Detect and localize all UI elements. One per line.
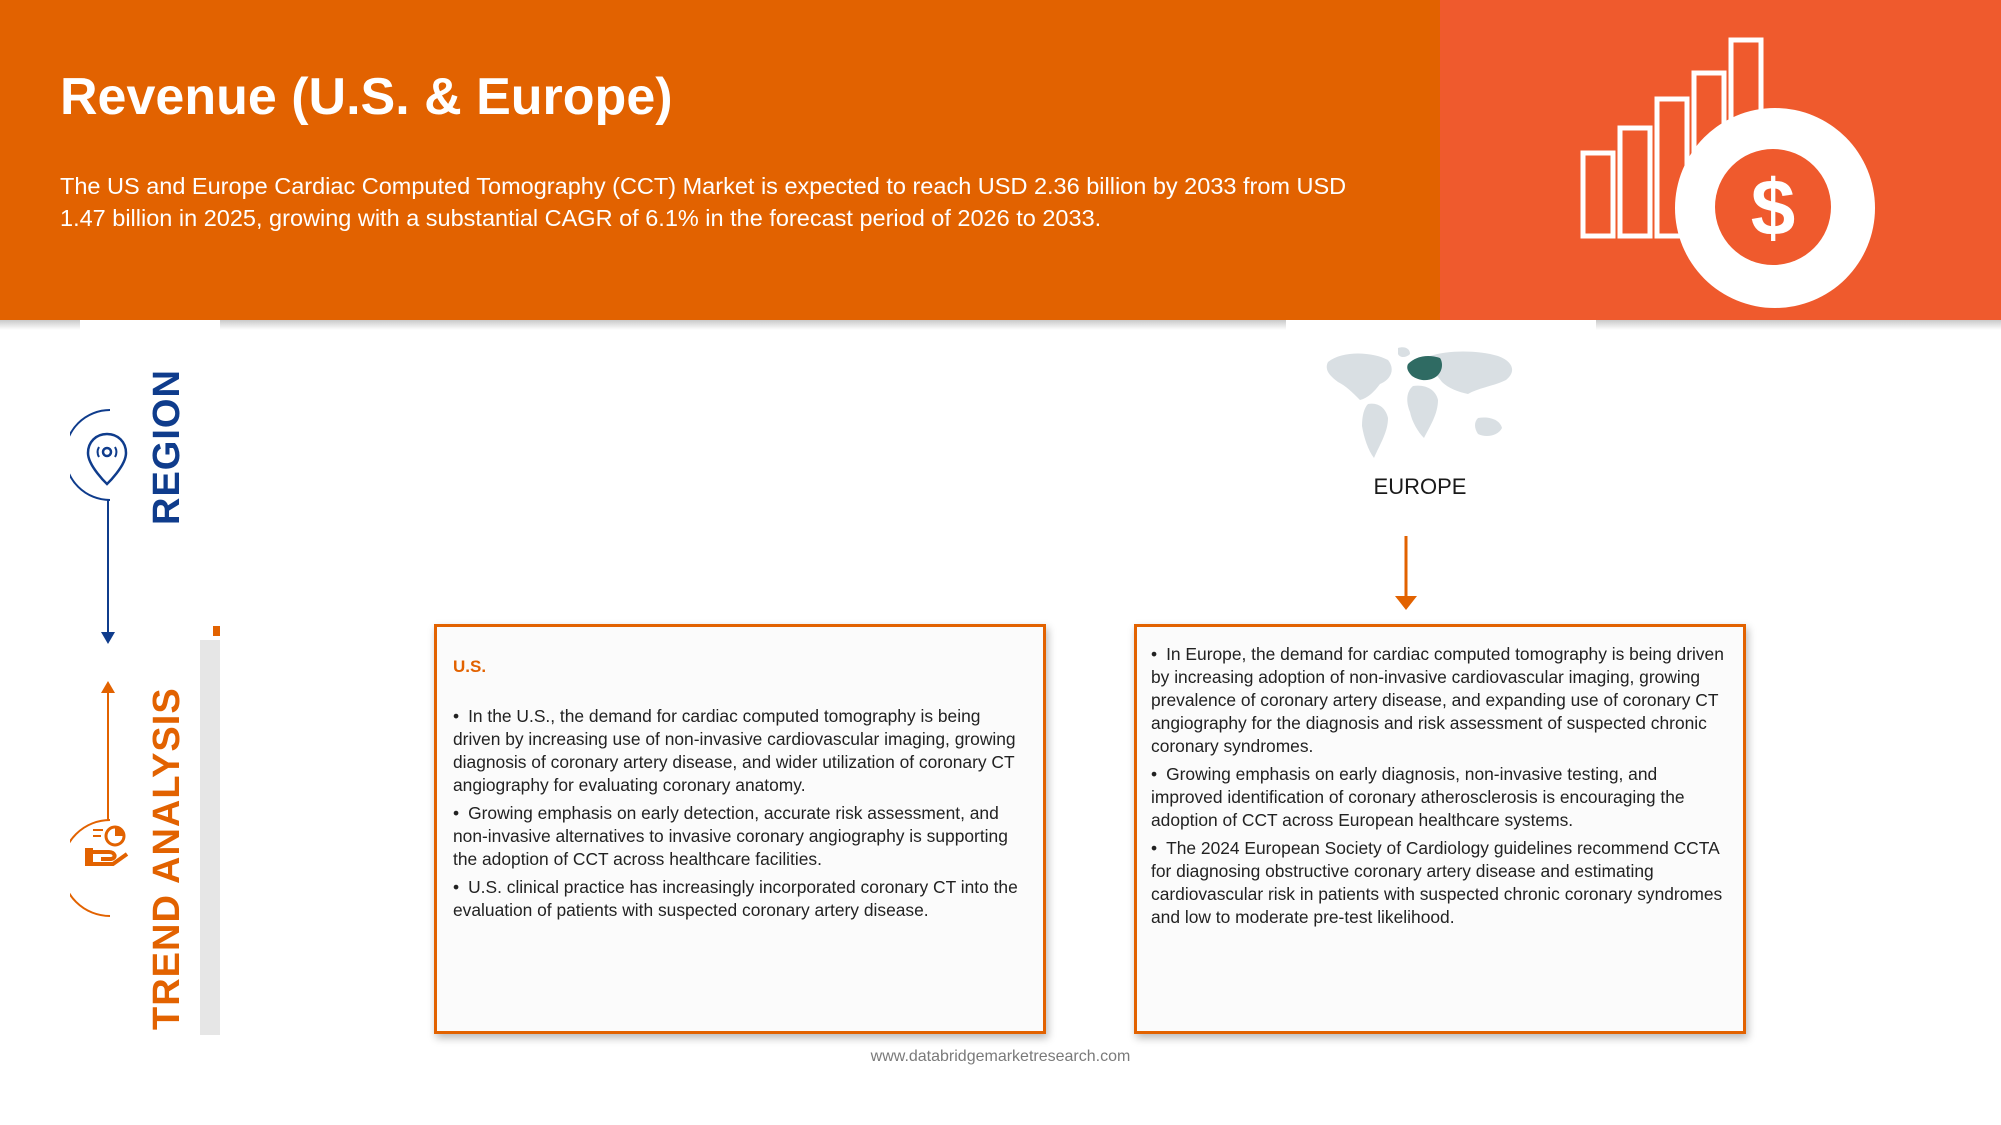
- divider-strip: [200, 640, 220, 1035]
- region-label: REGION: [146, 369, 188, 525]
- us-bullet-3: • U.S. clinical practice has increasingly incorporated coronary CT into the evaluation of patients with suspected coronary artery disease.: [453, 877, 1018, 920]
- eu-bullet-3: • The 2024 European Society of Cardiology guidelines recommend CCTA for diagnosing obstructive coronary artery disease and estimating cardiovascular risk in patients with suspected chronic coronary syndromes and low to moderate pre-test likelihood.: [1151, 838, 1723, 927]
- world-map-europe-highlight-icon: [1318, 342, 1528, 464]
- location-pin-icon: [84, 430, 130, 490]
- eu-bullet-2: • Growing emphasis on early diagnosis, non-invasive testing, and improved identification of coronary atherosclerosis is encouraging the adoption of CCT across European healthcare systems.: [1151, 764, 1685, 830]
- accent-mark: [213, 626, 220, 636]
- page-subtitle: The US and Europe Cardiac Computed Tomography (CCT) Market is expected to reach USD 2.36 billion by 2033 from USD 1.47 billion in 2025, growing with a substantial CAGR of 6.1% in the forecast period of 2026 to 2033.: [60, 173, 1347, 231]
- header-shadow: [0, 320, 2001, 330]
- us-bullet-2-text: Growing emphasis on early detection, accurate risk assessment, and non-invasive alternatives to invasive coronary angiography is supporting the adoption of CCT across healthcare facilities.: [453, 803, 1008, 869]
- us-bullet-3-text: U.S. clinical practice has increasingly incorporated coronary CT into the evaluation of patients with suspected coronary artery disease.: [453, 877, 1018, 920]
- us-trend-card: [434, 624, 1046, 1034]
- eu-bullet-2-text: Growing emphasis on early diagnosis, non-invasive testing, and improved identification of coronary atherosclerosis is encouraging the adoption of CCT across European healthcare systems.: [1151, 764, 1685, 830]
- us-bullet-2: • Growing emphasis on early detection, accurate risk assessment, and non-invasive alternatives to invasive coronary angiography is supporting the adoption of CCT across healthcare facilities.: [453, 803, 1008, 869]
- footer-url[interactable]: www.databridgemarketresearch.com: [870, 1048, 1131, 1065]
- trend-analysis-label: TREND ANALYSIS: [146, 687, 188, 1030]
- white-tab-right: [1286, 320, 1596, 336]
- white-tab-left: [80, 320, 220, 336]
- analysis-hand-icon: [83, 822, 133, 872]
- us-bullet-1-text: In the U.S., the demand for cardiac computed tomography is being driven by increasing use of non-invasive cardiovascular imaging, growing diagnosis of coronary artery disease, and wider utilization of coronary CT angiography for evaluating coronary anatomy.: [453, 706, 1016, 795]
- eu-bullet-3-text: The 2024 European Society of Cardiology guidelines recommend CCTA for diagnosing obstructive coronary artery disease and estimating cardiovascular risk in patients with suspected chronic coronary syndromes and low to moderate pre-test likelihood.: [1151, 838, 1723, 927]
- europe-label: EUROPE: [1373, 474, 1467, 499]
- eu-bullet-1: • In Europe, the demand for cardiac computed tomography is being driven by increasing adoption of non-invasive cardiovascular imaging, growing prevalence of coronary artery disease, and expanding use of coronary CT angiography for the diagnosis and risk assessment of suspected chronic coronary syndromes.: [1151, 644, 1724, 756]
- revenue-growth-dollar-icon: [1570, 30, 1880, 315]
- svg-text:$: $: [1750, 163, 1796, 252]
- page-title: Revenue (U.S. & Europe): [60, 68, 673, 126]
- us-bullet-1: • In the U.S., the demand for cardiac computed tomography is being driven by increasing use of non-invasive cardiovascular imaging, growing diagnosis of coronary artery disease, and wider utilization of coronary CT angiography for evaluating coronary anatomy.: [453, 706, 1016, 795]
- europe-arrow-icon: [1394, 534, 1418, 610]
- us-card-title: U.S.: [453, 657, 487, 676]
- europe-trend-card: [1134, 624, 1746, 1034]
- eu-bullet-1-text: In Europe, the demand for cardiac computed tomography is being driven by increasing adoption of non-invasive cardiovascular imaging, growing prevalence of coronary artery disease, and expanding use of coronary CT angiography for the diagnosis and risk assessment of suspected chronic coronary syndromes.: [1151, 644, 1724, 756]
- header-banner: [0, 0, 1440, 320]
